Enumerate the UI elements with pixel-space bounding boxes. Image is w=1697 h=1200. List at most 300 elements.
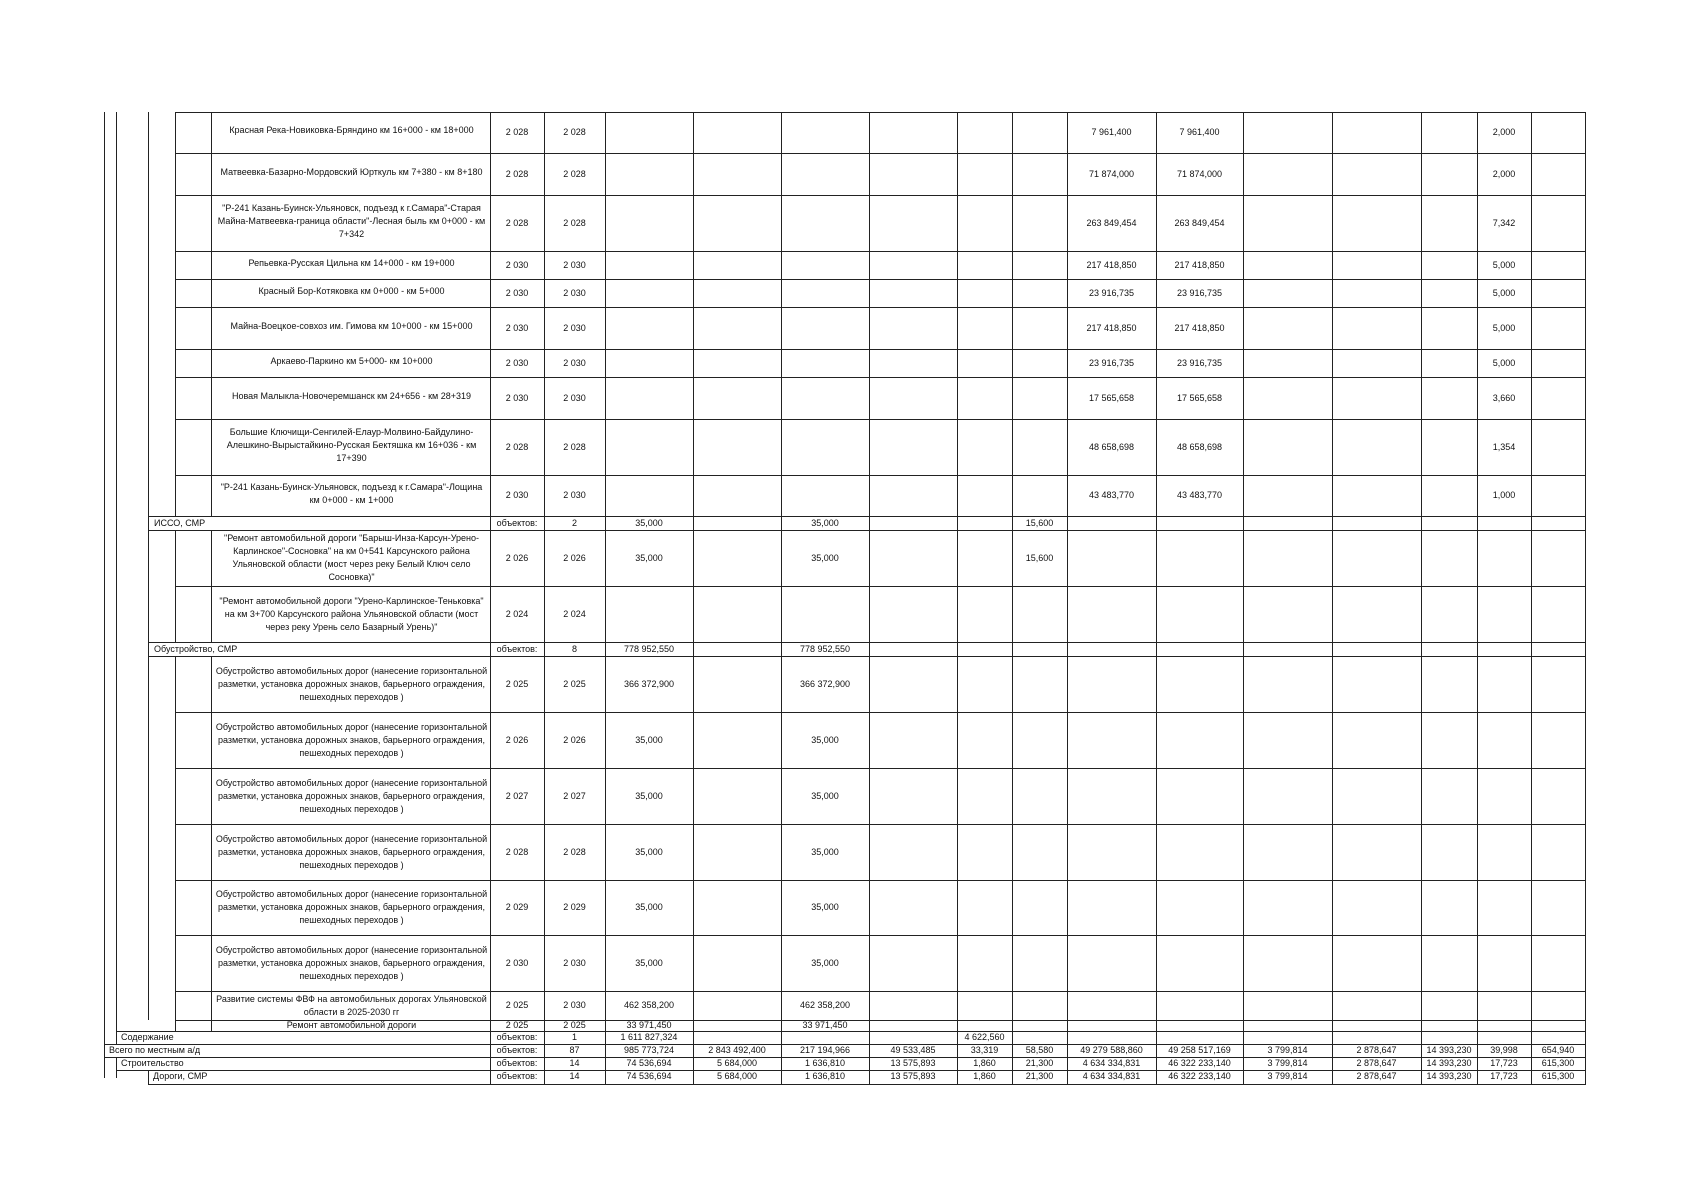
start-year: 2 025 — [505, 1000, 529, 1010]
summary-value: 14 393,230 — [1426, 1071, 1472, 1081]
table-cell — [693, 112, 782, 154]
table-cell — [1243, 516, 1333, 531]
table-cell — [175, 991, 212, 1021]
cost-value: 366 372,900 — [799, 678, 851, 689]
table-cell — [1156, 586, 1244, 643]
table-cell — [1332, 880, 1422, 936]
table-cell — [1421, 880, 1478, 936]
road-name: Майна-Воецкое-совхоз им. Гимова км 10+000 - км 15+000 — [230, 320, 473, 331]
table-cell — [869, 880, 958, 936]
table-cell — [1421, 475, 1478, 517]
cost-value: 23 916,735 — [1088, 357, 1135, 368]
table-cell — [781, 195, 870, 252]
cost-value: 23 916,735 — [1176, 357, 1223, 368]
summary-value: 615,300 — [1541, 1071, 1575, 1081]
summary-value: 654,940 — [1541, 1044, 1575, 1055]
summary-value: 5 684,000 — [716, 1057, 758, 1068]
summary-value: 1,860 — [973, 1057, 996, 1068]
cost-value: 71 874,000 — [1176, 168, 1223, 179]
table-cell — [957, 419, 1013, 476]
table-cell — [1332, 712, 1422, 769]
table-cell — [1531, 419, 1586, 476]
summary-value: 4 622,560 — [964, 1031, 1005, 1042]
end-year: 2 030 — [563, 322, 586, 333]
table-cell — [1421, 307, 1478, 350]
start-year: 2 026 — [505, 552, 529, 563]
object-count: 14 — [569, 1071, 580, 1081]
table-cell — [605, 419, 694, 476]
table-cell — [957, 112, 1013, 154]
table-cell — [1332, 935, 1422, 992]
length-km: 7,342 — [1492, 217, 1516, 228]
table-cell — [1332, 586, 1422, 643]
table-cell — [1156, 935, 1244, 992]
table-cell — [1012, 349, 1068, 378]
road-name: "Р-241 Казань-Буинск-Ульяновск, подъезд к г.Самара"-Лощина км 0+000 - км 1+000 — [220, 481, 483, 505]
unit-label: объектов: — [496, 517, 538, 528]
table-cell — [693, 642, 782, 657]
table-cell — [693, 307, 782, 350]
table-cell — [1067, 824, 1157, 881]
end-year: 2 030 — [563, 490, 586, 500]
cost-value: 35,000 — [811, 902, 839, 912]
table-cell — [1156, 530, 1244, 587]
table-cell — [1012, 935, 1068, 992]
table-cell — [1243, 279, 1333, 308]
table-cell — [693, 279, 782, 308]
cost-value: 23 916,735 — [1088, 287, 1135, 298]
table-cell — [693, 880, 782, 936]
table-cell — [1421, 349, 1478, 378]
table-cell — [957, 153, 1013, 196]
table-cell — [1332, 530, 1422, 587]
table-cell — [1332, 824, 1422, 881]
table-cell — [1067, 586, 1157, 643]
outline-line — [148, 112, 149, 1020]
summary-value: 13 575,893 — [890, 1071, 936, 1081]
end-year: 2 028 — [563, 441, 586, 452]
table-cell — [957, 991, 1013, 1021]
cost-value: 263 849,454 — [1086, 217, 1137, 228]
start-year: 2 030 — [505, 392, 529, 403]
table-cell — [1477, 880, 1532, 936]
table-cell — [1421, 153, 1478, 196]
table-cell — [693, 377, 782, 420]
table-cell — [1421, 712, 1478, 769]
obustr-object-name: Обустройство автомобильных дорог (нанесение горизонтальной разметки, установка дорожных знаков, барьерного ограждения, пешеходных переходов ) — [215, 721, 488, 758]
table-cell — [1012, 195, 1068, 252]
table-cell — [693, 419, 782, 476]
fvf-object-name: Развитие системы ФВФ на автомобильных дорогах Ульяновской области в 2025-2030 гг — [216, 993, 487, 1017]
table-cell — [1012, 656, 1068, 713]
table-cell — [1332, 516, 1422, 531]
cost-value: 48 658,698 — [1176, 441, 1223, 452]
table-cell — [1156, 824, 1244, 881]
table-cell — [957, 279, 1013, 308]
table-cell — [1012, 824, 1068, 881]
table-cell — [175, 880, 212, 936]
table-cell — [1531, 880, 1586, 936]
cost-value: 462 358,200 — [799, 1000, 851, 1010]
start-year: 2 028 — [505, 168, 529, 179]
summary-value: 2 878,647 — [1356, 1044, 1397, 1055]
table-cell — [957, 642, 1013, 657]
table-cell — [781, 377, 870, 420]
end-year: 2 030 — [563, 957, 586, 968]
table-cell — [1332, 419, 1422, 476]
table-cell — [1332, 642, 1422, 657]
length-km: 5,000 — [1492, 259, 1516, 270]
table-cell — [1477, 530, 1532, 587]
table-cell — [1012, 712, 1068, 769]
cost-value: 15,600 — [1025, 517, 1054, 528]
table-cell — [1332, 349, 1422, 378]
table-cell — [1332, 475, 1422, 517]
table-cell — [781, 419, 870, 476]
table-cell — [1332, 279, 1422, 308]
table-cell — [693, 349, 782, 378]
table-cell — [869, 251, 958, 280]
table-cell — [1531, 279, 1586, 308]
length-km: 1,000 — [1492, 490, 1516, 500]
cost-value: 71 874,000 — [1088, 168, 1135, 179]
cost-value: 17 565,658 — [1176, 392, 1223, 403]
table-cell — [605, 279, 694, 308]
table-cell — [1477, 935, 1532, 992]
table-cell — [1531, 656, 1586, 713]
table-cell — [1012, 419, 1068, 476]
table-cell — [869, 530, 958, 587]
table-cell — [1012, 279, 1068, 308]
summary-value: 1 636,810 — [804, 1057, 846, 1068]
table-cell — [957, 824, 1013, 881]
start-year: 2 028 — [505, 127, 529, 137]
table-cell — [693, 475, 782, 517]
table-cell — [605, 349, 694, 378]
table-cell — [1531, 530, 1586, 587]
cost-value: 43 483,770 — [1088, 490, 1135, 500]
table-cell — [175, 768, 212, 825]
length-km: 2,000 — [1492, 168, 1516, 179]
table-cell — [957, 880, 1013, 936]
summary-value: 615,300 — [1541, 1057, 1575, 1068]
summary-value: 3 799,814 — [1267, 1044, 1308, 1055]
table-cell — [1531, 642, 1586, 657]
table-cell — [1332, 195, 1422, 252]
section-label: Обустройство, СМР — [154, 643, 238, 654]
summary-label: Содержание — [121, 1031, 174, 1042]
table-cell — [175, 475, 212, 517]
unit-label: объектов: — [496, 1071, 538, 1081]
table-cell — [1012, 251, 1068, 280]
table-cell — [693, 768, 782, 825]
table-cell — [175, 307, 212, 350]
table-cell — [869, 824, 958, 881]
table-cell — [175, 586, 212, 643]
table-cell — [1067, 880, 1157, 936]
summary-label: Строительство — [121, 1057, 184, 1068]
table-cell — [781, 251, 870, 280]
summary-value: 2 843 492,400 — [708, 1044, 766, 1055]
obustr-object-name: Обустройство автомобильных дорог (нанесение горизонтальной разметки, установка дорожных знаков, барьерного ограждения, пешеходных переходов ) — [215, 833, 488, 870]
obustr-object-name: Обустройство автомобильных дорог (нанесение горизонтальной разметки, установка дорожных знаков, барьерного ограждения, пешеходных переходов ) — [215, 944, 488, 981]
table-cell — [1531, 824, 1586, 881]
table-cell — [605, 377, 694, 420]
table-cell — [869, 195, 958, 252]
summary-value: 1 636,810 — [804, 1071, 846, 1081]
end-year: 2 030 — [563, 392, 586, 403]
cost-value: 217 418,850 — [1086, 259, 1137, 270]
table-cell — [1477, 656, 1532, 713]
cost-value: 33 971,450 — [802, 1019, 848, 1030]
cost-value: 35,000 — [811, 734, 839, 745]
summary-value: 33,319 — [970, 1044, 999, 1055]
table-cell — [869, 153, 958, 196]
object-count: 14 — [569, 1057, 580, 1068]
table-cell — [1421, 377, 1478, 420]
summary-value: 1,860 — [973, 1071, 996, 1081]
table-cell — [1156, 880, 1244, 936]
table-cell — [175, 656, 212, 713]
table-cell — [693, 516, 782, 531]
table-cell — [1421, 586, 1478, 643]
table-cell — [175, 279, 212, 308]
end-year: 2 027 — [563, 790, 586, 801]
cost-value: 48 658,698 — [1088, 441, 1135, 452]
table-cell — [957, 475, 1013, 517]
table-cell — [693, 153, 782, 196]
table-cell — [605, 475, 694, 517]
length-km: 5,000 — [1492, 287, 1516, 298]
table-cell — [957, 516, 1013, 531]
table-cell — [1243, 824, 1333, 881]
cost-value — [605, 586, 693, 642]
table-cell — [1421, 251, 1478, 280]
cost-value: 778 952,550 — [799, 643, 851, 654]
table-cell — [605, 195, 694, 252]
start-year: 2 025 — [505, 1019, 529, 1030]
table-cell — [1012, 153, 1068, 196]
table-cell — [1531, 377, 1586, 420]
table-cell — [1421, 824, 1478, 881]
start-year: 2 028 — [505, 217, 529, 228]
table-cell — [957, 251, 1013, 280]
table-cell — [957, 349, 1013, 378]
table-cell — [1243, 768, 1333, 825]
table-cell — [869, 279, 958, 308]
start-year: 2 024 — [505, 608, 529, 619]
table-cell — [869, 991, 958, 1021]
table-cell — [1332, 991, 1422, 1021]
end-year: 2 026 — [563, 552, 586, 563]
table-cell — [1531, 712, 1586, 769]
road-name: Репьевка-Русская Цильна км 14+000 - км 19+000 — [248, 257, 455, 268]
summary-label: Всего по местным а/д — [109, 1044, 201, 1055]
table-cell — [1477, 991, 1532, 1021]
table-cell — [1477, 642, 1532, 657]
length-km: 3,660 — [1492, 392, 1516, 403]
isso-object-name: "Ремонт автомобильной дороги "Урено-Карлинское-Теньковка" на км 3+700 Карсунского района Ульяновской области (мост через реку Урень село Базарный Урень)" — [219, 595, 484, 632]
cost-value: 35,000 — [811, 846, 839, 857]
table-cell — [1012, 112, 1068, 154]
table-cell — [781, 475, 870, 517]
cost-value: 217 418,850 — [1174, 322, 1225, 333]
table-cell — [1067, 991, 1157, 1021]
table-cell — [175, 419, 212, 476]
table-cell — [1243, 712, 1333, 769]
summary-value: 49 533,485 — [890, 1044, 936, 1055]
table-cell — [1156, 516, 1244, 531]
table-cell — [175, 349, 212, 378]
length-km: 1,354 — [1492, 441, 1516, 452]
end-year: 2 028 — [563, 127, 586, 137]
start-year: 2 025 — [505, 678, 529, 689]
table-cell — [1156, 656, 1244, 713]
table-cell — [1067, 530, 1157, 587]
start-year: 2 030 — [505, 357, 529, 368]
cost-value: 35,000 — [635, 734, 663, 745]
end-year: 2 030 — [563, 259, 586, 270]
table-cell — [1012, 307, 1068, 350]
length-km: 5,000 — [1492, 357, 1516, 368]
start-year: 2 030 — [505, 490, 529, 500]
object-count: 1 — [571, 1031, 577, 1042]
cost-value: 35,000 — [635, 552, 663, 563]
table-cell — [869, 586, 958, 643]
start-year: 2 027 — [505, 790, 529, 801]
table-cell — [957, 768, 1013, 825]
table-cell — [693, 251, 782, 280]
cost-value: 35,000 — [811, 517, 839, 528]
table-cell — [693, 530, 782, 587]
cost-value: 35,000 — [635, 846, 663, 857]
table-cell — [1243, 530, 1333, 587]
table-cell — [869, 935, 958, 992]
summary-value: 74 536,694 — [626, 1071, 672, 1081]
obustr-object-name: Обустройство автомобильных дорог (нанесение горизонтальной разметки, установка дорожных знаков, барьерного ограждения, пешеходных переходов ) — [215, 777, 488, 814]
table-cell — [605, 153, 694, 196]
outline-line — [104, 112, 105, 1078]
table-cell — [957, 586, 1013, 643]
table-cell — [1067, 656, 1157, 713]
end-year: 2 025 — [563, 678, 586, 689]
end-year: 2 024 — [563, 608, 586, 619]
table-cell — [693, 991, 782, 1021]
end-year: 2 029 — [563, 902, 586, 912]
table-cell — [1421, 279, 1478, 308]
summary-label: Дороги, СМР — [153, 1071, 208, 1081]
table-cell — [1421, 768, 1478, 825]
start-year: 2 028 — [505, 441, 529, 452]
table-cell — [605, 307, 694, 350]
table-cell — [869, 349, 958, 378]
table-cell — [693, 712, 782, 769]
summary-value: 49 258 517,169 — [1168, 1044, 1231, 1055]
table-cell — [869, 516, 958, 531]
cost-value: 7 961,400 — [1091, 127, 1132, 137]
table-cell — [957, 530, 1013, 587]
table-cell — [1477, 824, 1532, 881]
object-count: 2 — [571, 517, 577, 528]
table-cell — [1477, 768, 1532, 825]
table-cell — [1531, 112, 1586, 154]
unit-label: объектов: — [496, 1044, 538, 1055]
table-cell — [605, 112, 694, 154]
table-cell — [1012, 768, 1068, 825]
summary-value: 46 322 233,140 — [1168, 1071, 1231, 1081]
table-cell — [869, 642, 958, 657]
end-year: 2 030 — [563, 287, 586, 298]
summary-value: 4 634 334,831 — [1082, 1071, 1141, 1081]
table-cell — [175, 530, 212, 587]
table-cell — [1067, 935, 1157, 992]
table-cell — [1421, 530, 1478, 587]
table-cell — [1531, 153, 1586, 196]
table-cell — [1067, 516, 1157, 531]
table-cell — [1332, 656, 1422, 713]
start-year: 2 026 — [505, 734, 529, 745]
summary-value: 1 611 827,324 — [620, 1031, 678, 1042]
cost-value: 17 565,658 — [1088, 392, 1135, 403]
road-name: Красная Река-Новиковка-Бряндино км 16+000 - км 18+000 — [229, 125, 474, 135]
cost-value: 23 916,735 — [1176, 287, 1223, 298]
summary-value: 3 799,814 — [1267, 1071, 1308, 1081]
table-cell — [781, 153, 870, 196]
table-cell — [175, 712, 212, 769]
summary-value: 58,580 — [1025, 1044, 1054, 1055]
table-cell — [1421, 195, 1478, 252]
table-cell — [1243, 377, 1333, 420]
table-cell — [175, 377, 212, 420]
table-cell — [1332, 112, 1422, 154]
cost-value: 217 418,850 — [1174, 259, 1225, 270]
table-cell — [869, 307, 958, 350]
cost-value: 217 418,850 — [1086, 322, 1137, 333]
table-cell — [957, 195, 1013, 252]
cost-value: 35,000 — [635, 902, 663, 912]
table-cell — [693, 586, 782, 643]
start-year: 2 030 — [505, 287, 529, 298]
table-cell — [1243, 475, 1333, 517]
table-cell — [1243, 656, 1333, 713]
cost-value: 263 849,454 — [1174, 217, 1225, 228]
table-cell — [1477, 516, 1532, 531]
summary-value: 14 393,230 — [1426, 1044, 1472, 1055]
unit-label: объектов: — [496, 643, 538, 654]
table-cell — [1332, 307, 1422, 350]
table-cell — [1156, 991, 1244, 1021]
table-cell — [1012, 475, 1068, 517]
summary-value: 985 773,724 — [623, 1044, 675, 1055]
table-cell — [1332, 251, 1422, 280]
cost-value: 462 358,200 — [623, 1000, 675, 1010]
table-cell — [1332, 153, 1422, 196]
table-cell — [1531, 307, 1586, 350]
end-year: 2 028 — [563, 217, 586, 228]
table-cell — [1531, 935, 1586, 992]
start-year: 2 030 — [505, 957, 529, 968]
end-year: 2 030 — [563, 1000, 586, 1010]
cost-value: 33 971,450 — [626, 1019, 672, 1030]
table-cell — [1067, 642, 1157, 657]
summary-value: 2 878,647 — [1356, 1057, 1397, 1068]
table-cell — [1243, 153, 1333, 196]
road-name: Аркаево-Паркино км 5+000- км 10+000 — [270, 355, 433, 366]
table-cell — [1243, 251, 1333, 280]
cost-value: 43 483,770 — [1176, 490, 1223, 500]
remont-object-name: Ремонт автомобильной дороги — [286, 1019, 417, 1030]
summary-value: 13 575,893 — [890, 1057, 936, 1068]
